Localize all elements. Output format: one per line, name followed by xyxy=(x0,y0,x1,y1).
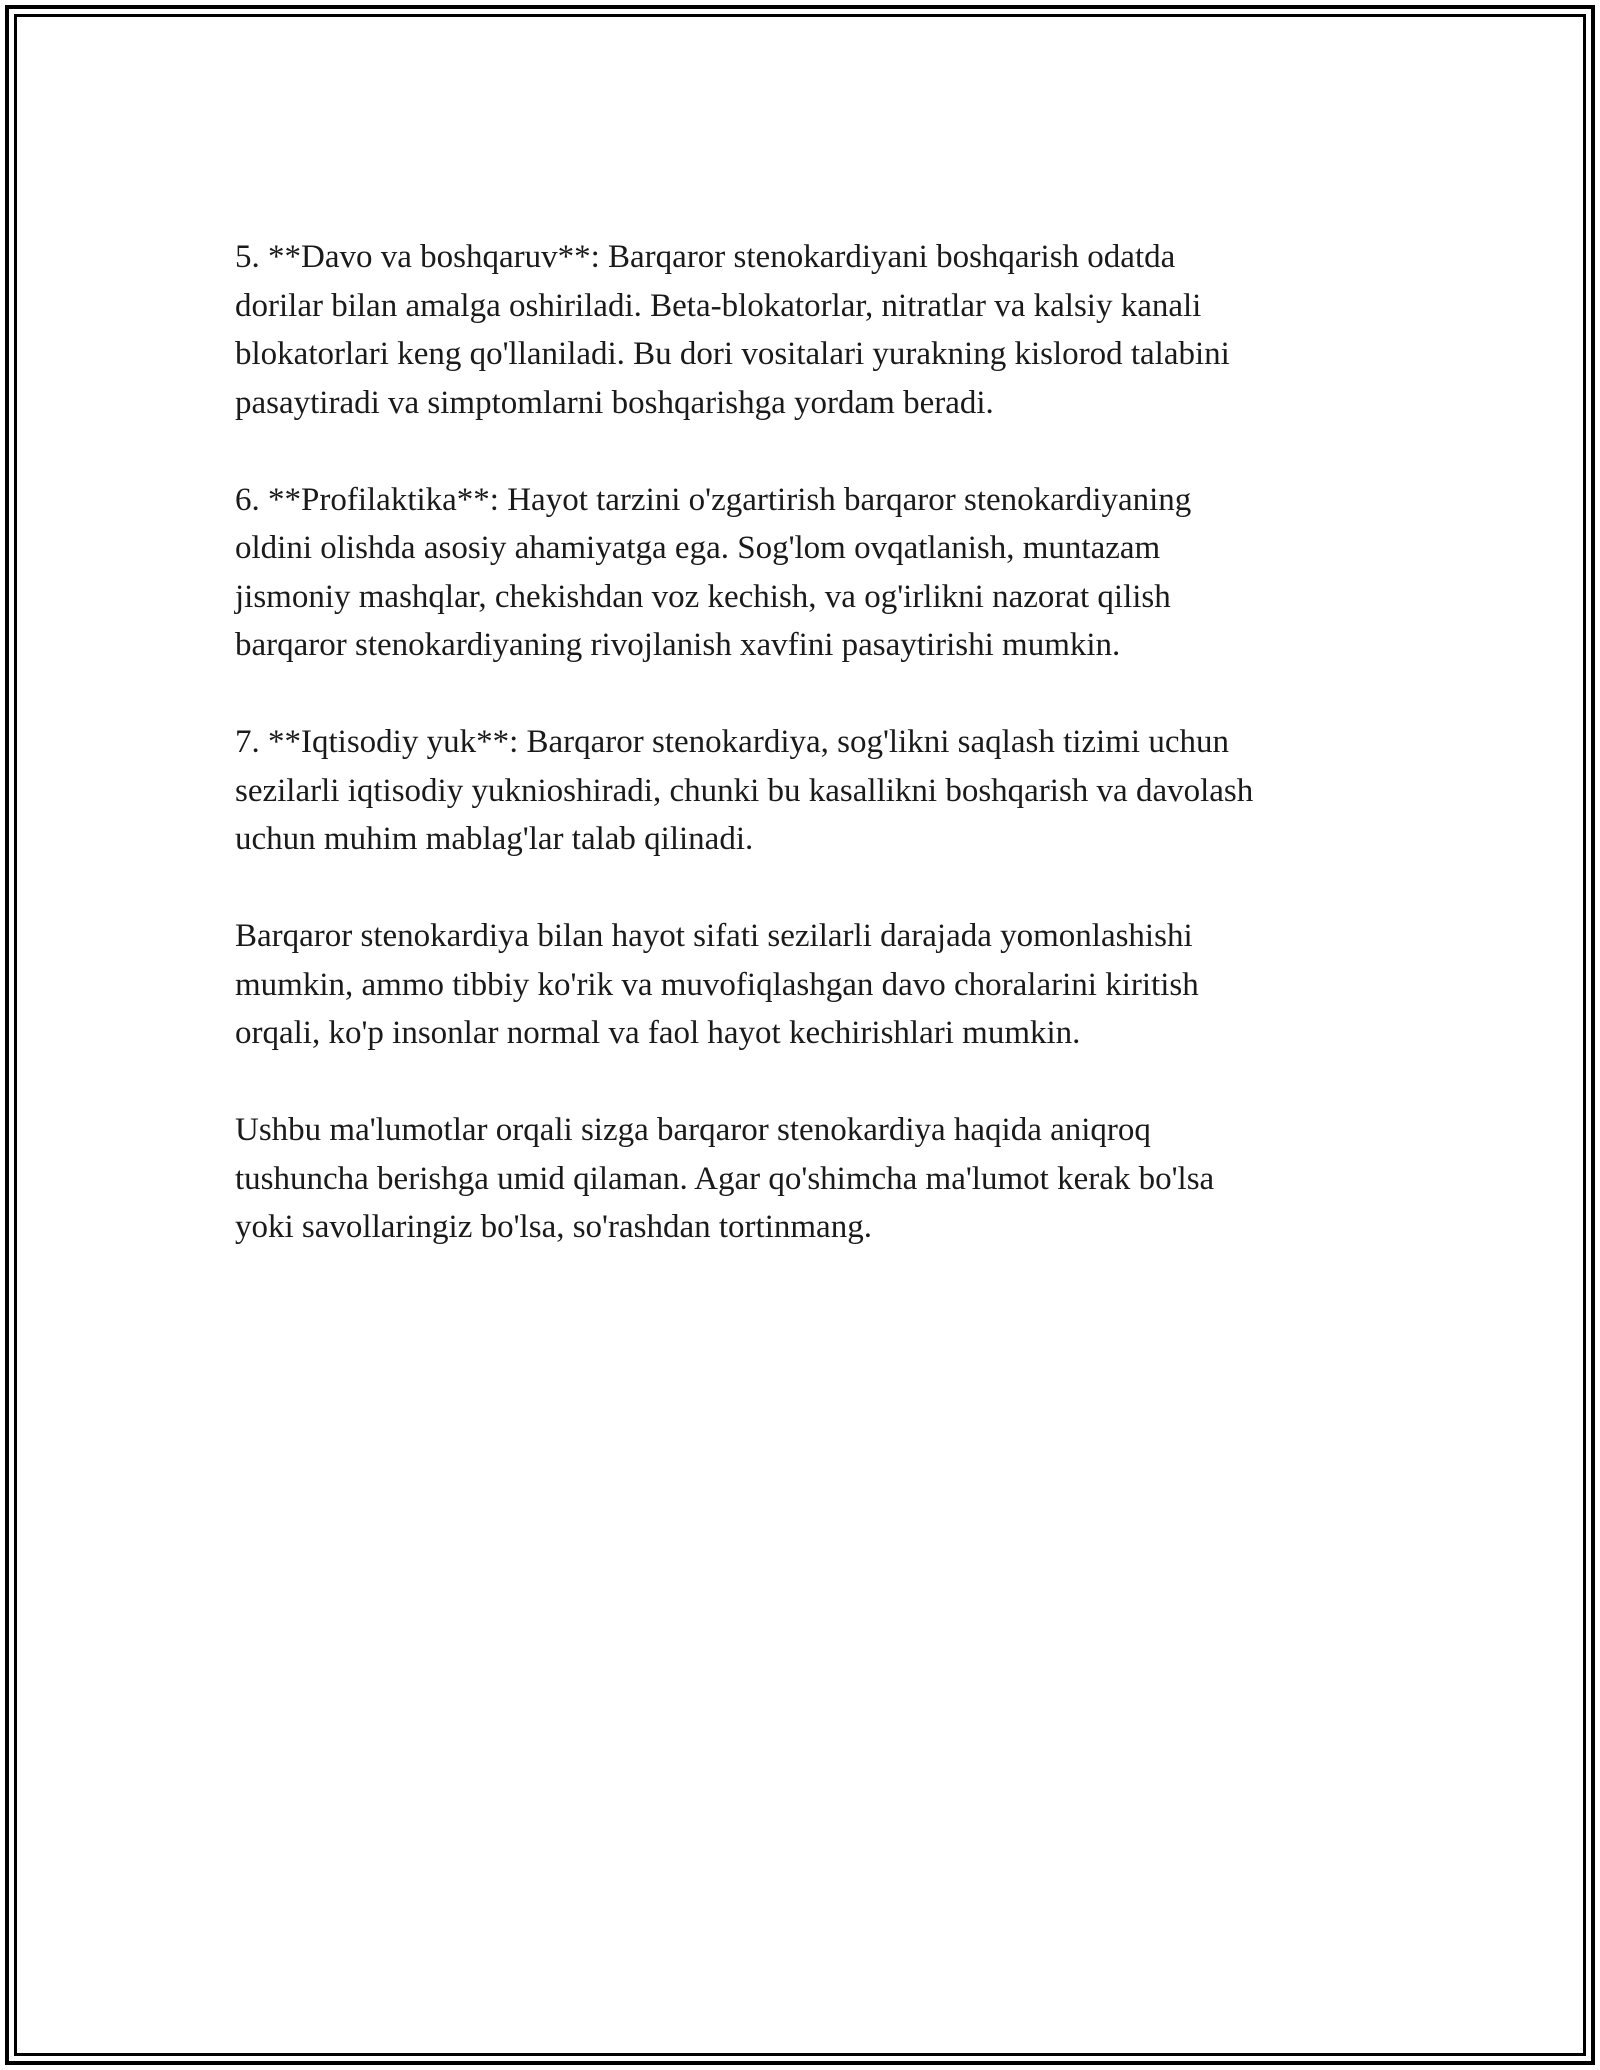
paragraph-quality-of-life: Barqaror stenokardiya bilan hayot sifati sezilarli darajada yomonlashishi mumkin, ammo tibbiy ko'rik va muvofiqlashgan davo choralarini kiritish orqali, ko'p insonlar normal va faol hayot kechirishlari mumkin. xyxy=(235,918,1199,1051)
paragraph-treatment: 5. **Davo va boshqaruv**: Barqaror stenokardiyani boshqarish odatda dorilar bilan amalga oshiriladi. Beta-blokatorlar, nitratlar va kalsiy kanali blokatorlari keng qo'llaniladi. Bu dori vositalari yurakning kislorod talabini pasaytiradi va simptomlarni boshqarishga yordam beradi. xyxy=(235,239,1230,421)
document-body xyxy=(235,233,1385,1300)
paragraph-economic-burden: 7. **Iqtisodiy yuk**: Barqaror stenokardiya, sog'likni saqlash tizimi uchun sezilarli iqtisodiy yuknioshiradi, chunki bu kasallikni boshqarish va davolash uchun muhim mablag'lar talab qilinadi. xyxy=(235,724,1254,857)
paragraph-prevention: 6. **Profilaktika**: Hayot tarzini o'zgartirish barqaror stenokardiyaning oldini olishda asosiy ahamiyatga ega. Sog'lom ovqatlanish, muntazam jismoniy mashqlar, chekishdan voz kechish, va og'irlikni nazorat qilish barqaror stenokardiyaning rivojlanish xavfini pasaytirishi mumkin. xyxy=(235,481,1192,663)
paragraph-closing: Ushbu ma'lumotlar orqali sizga barqaror stenokardiya haqida aniqroq tushuncha berishga umid qilaman. Agar qo'shimcha ma'lumot kerak bo'lsa yoki savollaringiz bo'lsa, so'rashdan tortinmang. xyxy=(235,1112,1215,1245)
